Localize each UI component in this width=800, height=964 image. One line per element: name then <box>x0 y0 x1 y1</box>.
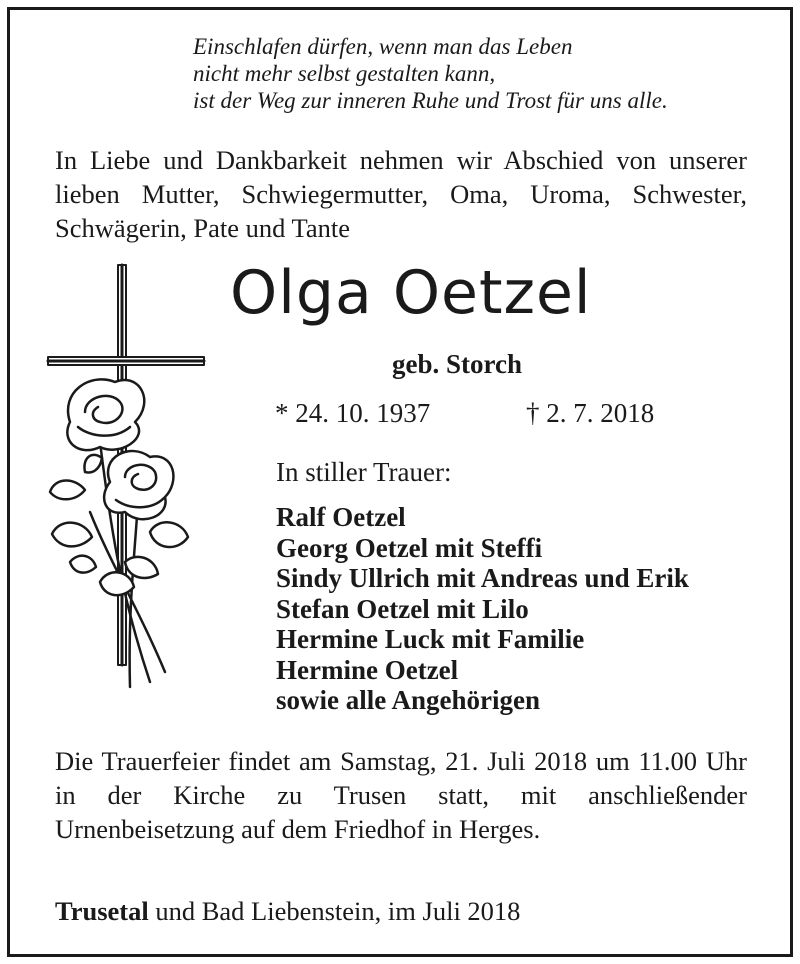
mourner: Hermine Luck mit Familie <box>276 624 585 654</box>
place-rest: und Bad Liebenstein, im Juli 2018 <box>148 896 521 926</box>
mourner: Sindy Ullrich mit Andreas und Erik <box>276 563 689 593</box>
maiden-name: geb. Storch <box>392 349 523 379</box>
cross-with-roses-icon <box>30 262 220 702</box>
intro-text: In Liebe und Dankbarkeit nehmen wir Abschied von unserer lieben Mutter, Schwiegermutter, Oma, Uroma, Schwester, Schwägerin, Pate und Tante <box>55 145 747 243</box>
place-town: Trusetal <box>55 896 149 926</box>
poem <box>193 33 668 114</box>
mourners-list <box>276 502 689 716</box>
mourning-label: In stiller Trauer: <box>276 457 452 487</box>
death-date: † 2. 7. 2018 <box>526 398 655 428</box>
deceased-name: Olga Oetzel <box>230 258 592 328</box>
poem-line: Einschlafen dürfen, wenn man das Leben <box>193 34 573 59</box>
birth-date: * 24. 10. 1937 <box>275 398 431 428</box>
mourner: Georg Oetzel mit Steffi <box>276 532 543 563</box>
ceremony-text: Die Trauerfeier findet am Samstag, 21. Juli 2018 um 11.00 Uhr in der Kirche zu Trusen statt, mit anschließender Urnenbeisetzung auf dem Friedhof in Herges. <box>55 746 747 844</box>
mourner: Hermine Oetzel <box>276 654 459 685</box>
poem-line: ist der Weg zur inneren Ruhe und Trost für uns alle. <box>193 88 668 113</box>
mourner: sowie alle Angehörigen <box>276 685 540 715</box>
mourner: Ralf Oetzel <box>276 502 406 532</box>
mourner: Stefan Oetzel mit Lilo <box>276 593 529 624</box>
poem-line: nicht mehr selbst gestalten kann, <box>193 61 496 86</box>
place-and-date <box>55 896 520 927</box>
